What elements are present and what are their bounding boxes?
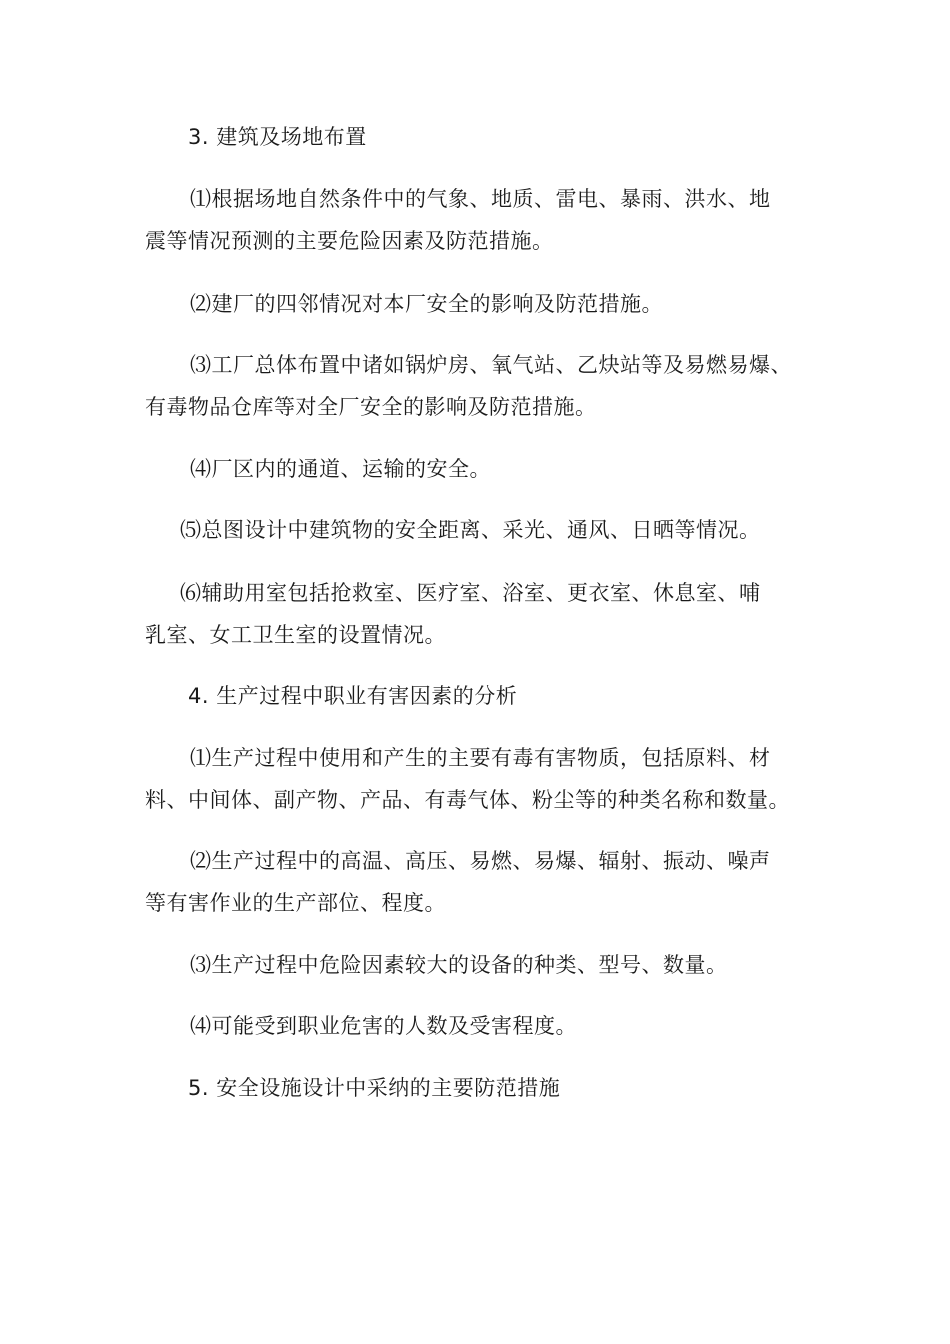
paragraph-line: 等有害作业的生产部位、程度。	[145, 891, 446, 915]
paragraph-line: 有毒物品仓库等对全厂安全的影响及防范措施。	[145, 395, 597, 419]
paragraph-line: ⑵生产过程中的高温、高压、易燃、易爆、辐射、振动、噪声	[190, 849, 771, 873]
paragraph-line: ⑴根据场地自然条件中的气象、地质、雷电、暴雨、洪水、地	[190, 187, 771, 211]
paragraph-line: ⑶工厂总体布置中诸如锅炉房、氧气站、乙炔站等及易燃易爆、	[190, 353, 792, 377]
paragraph-line: ⑵建厂的四邻情况对本厂安全的影响及防范措施。	[190, 292, 663, 316]
section-heading-5: 5. 安全设施设计中采纳的主要防范措施	[188, 1076, 561, 1100]
section-heading-3: 3. 建筑及场地布置	[188, 125, 367, 149]
paragraph-line: ⑷可能受到职业危害的人数及受害程度。	[190, 1014, 577, 1038]
paragraph-line: 乳室、女工卫生室的设置情况。	[145, 623, 446, 647]
paragraph-line: ⑹辅助用室包括抢救室、医疗室、浴室、更衣室、休息室、哺	[180, 581, 761, 605]
paragraph-line: ⑴生产过程中使用和产生的主要有毒有害物质，包括原料、材	[190, 746, 771, 770]
paragraph-line: 料、中间体、副产物、产品、有毒气体、粉尘等的种类名称和数量。	[145, 788, 790, 812]
paragraph-line: ⑸总图设计中建筑物的安全距离、采光、通风、日晒等情况。	[180, 518, 761, 542]
paragraph-line: ⑶生产过程中危险因素较大的设备的种类、型号、数量。	[190, 953, 728, 977]
paragraph-line: 震等情况预测的主要危险因素及防范措施。	[145, 229, 554, 253]
section-heading-4: 4. 生产过程中职业有害因素的分析	[188, 684, 518, 708]
paragraph-line: ⑷厂区内的通道、运输的安全。	[190, 457, 491, 481]
